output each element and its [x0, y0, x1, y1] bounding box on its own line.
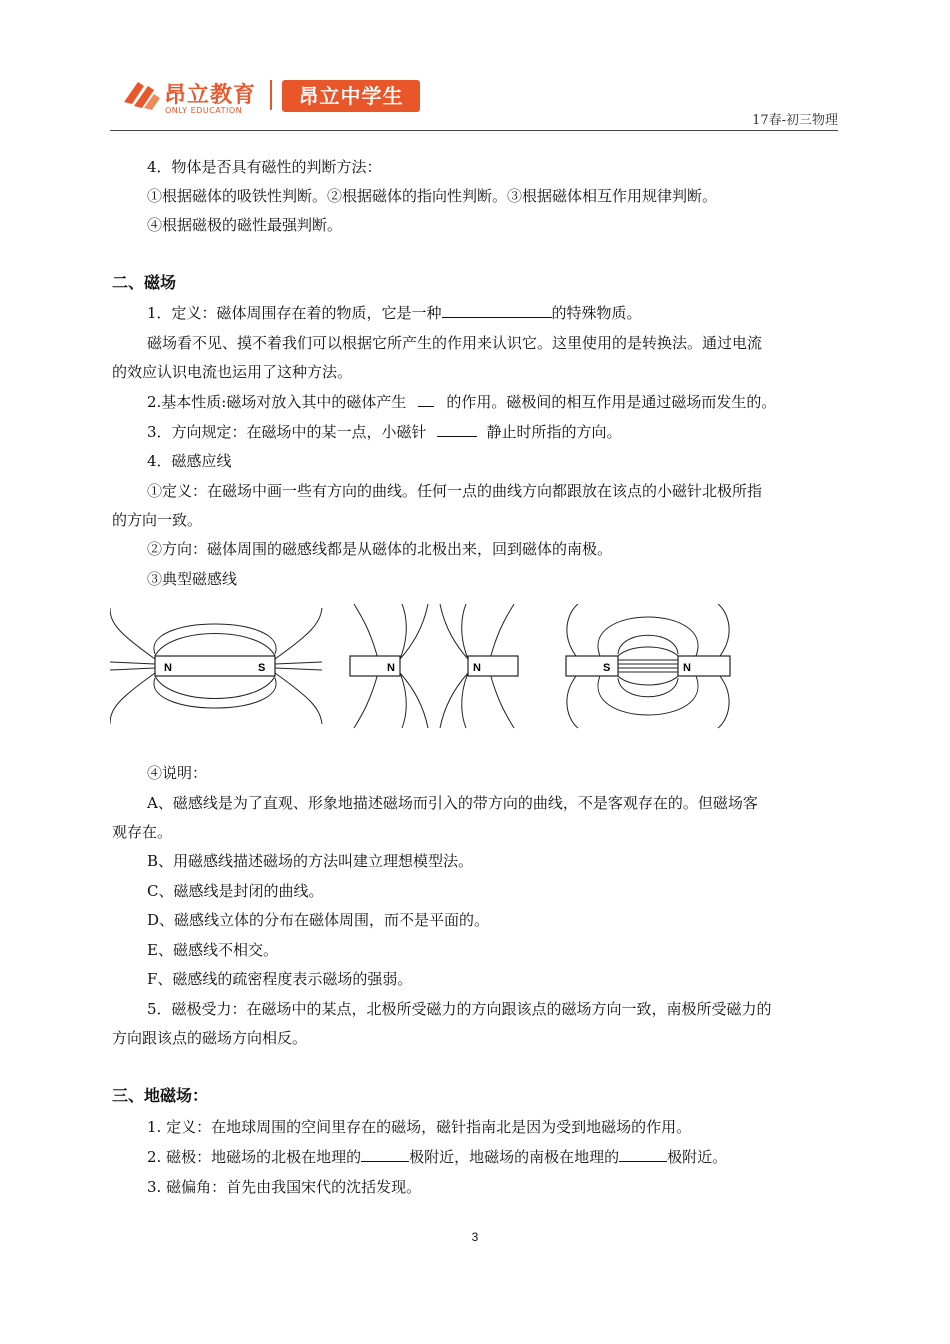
brand-name: 昂立教育 [164, 83, 257, 108]
explain-a-line2: 观存在。 [112, 823, 173, 841]
page-header [110, 72, 838, 130]
pole-force-line1: 5．磁极受力：在磁场中的某点，北极所受磁力的方向跟该点的磁场方向一致，南极所受磁力的 [147, 1000, 772, 1018]
course-label: 17春-初三物理 [752, 113, 838, 128]
explain-c: C、磁感线是封闭的曲线。 [147, 882, 324, 900]
blank-south-pole [619, 1147, 667, 1162]
bar-magnet-s-label: S [258, 662, 266, 674]
explain-a-line1: A、磁感线是为了直观、形象地描述磁场而引入的带方向的曲线，不是客观存在的。但磁场客 [147, 794, 758, 812]
poles-prefix: 2. 磁极：地磁场的北极在地理的 [147, 1148, 362, 1166]
explain-d: D、磁感线立体的分布在磁体周围，而不是平面的。 [147, 911, 490, 929]
definition-suffix: 的特殊物质。 [551, 304, 642, 322]
pole-force-line2: 方向跟该点的磁场方向相反。 [112, 1029, 308, 1047]
field-lines-direction: ②方向：磁体周围的磁感线都是从磁体的北极出来，回到磁体的南极。 [147, 540, 613, 558]
item4-line2: ④根据磁极的磁性最强判断。 [147, 216, 343, 234]
like-poles-magnets [350, 656, 518, 676]
direction-rule [147, 421, 622, 443]
poles-middle: 极附近，地磁场的南极在地理的 [409, 1148, 620, 1166]
item4-line1: ①根据磁体的吸铁性判断。②根据磁体的指向性判断。③根据磁体相互作用规律判断。 [147, 187, 718, 205]
blank-definition [442, 303, 552, 318]
field-definition [147, 302, 642, 324]
blank-north-pole [361, 1147, 409, 1162]
blank-direction [437, 422, 477, 437]
definition-prefix: 1．定义：磁体周围存在着的物质，它是一种 [147, 304, 442, 322]
brand-logo-icon [120, 76, 162, 114]
header-rule [110, 130, 838, 131]
field-note-line2: 的效应认识电流也运用了这种方法。 [112, 363, 353, 381]
field-lines-title: 4．磁感应线 [147, 452, 232, 470]
item4-title: 4．物体是否具有磁性的判断方法： [147, 158, 382, 176]
section2-heading: 二、磁场 [112, 273, 177, 292]
logo-divider [270, 80, 272, 110]
bar-magnet-n-label: N [164, 662, 172, 674]
typical-lines-title: ③典型磁感线 [147, 570, 238, 588]
like-right-n-label: N [473, 662, 481, 674]
direction-suffix: 静止时所指的方向。 [486, 423, 622, 441]
explain-title: ④说明： [147, 764, 208, 782]
magnetic-field-lines-figure [110, 604, 740, 734]
poles-suffix: 极附近。 [667, 1148, 728, 1166]
blank-basic [418, 392, 434, 407]
geomagnetic-definition: 1. 定义：在地球周围的空间里存在的磁场，磁针指南北是因为受到地磁场的作用。 [147, 1118, 692, 1136]
field-note-line1: 磁场看不见、摸不着我们可以根据它所产生的作用来认识它。这里使用的是转换法。通过电流 [147, 334, 763, 352]
unlike-poles-magnets [566, 656, 730, 676]
section3-heading: 三、地磁场： [112, 1086, 209, 1105]
declination: 3. 磁偏角：首先由我国宋代的沈括发现。 [147, 1178, 422, 1196]
field-lines-def2: 的方向一致。 [112, 511, 203, 529]
field-lines-def1: ①定义：在磁场中画一些有方向的曲线。任何一点的曲线方向都跟放在该点的小磁针北极所指 [147, 482, 763, 500]
basic-prefix: 2.基本性质:磁场对放入其中的磁体产生 [147, 393, 407, 411]
direction-prefix: 3．方向规定：在磁场中的某一点，小磁针 [147, 423, 427, 441]
like-left-n-label: N [387, 662, 395, 674]
geomagnetic-poles [147, 1146, 727, 1168]
basic-suffix: 的作用。磁极间的相互作用是通过磁场而发生的。 [446, 393, 777, 411]
page-number: 3 [471, 1230, 479, 1244]
brand-badge: 昂立中学生 [282, 80, 420, 112]
bar-magnet [155, 656, 275, 676]
unlike-n-label: N [683, 662, 691, 674]
brand-subtitle: ONLY EDUCATION [165, 106, 243, 115]
unlike-s-label: S [603, 662, 611, 674]
explain-f: F、磁感线的疏密程度表示磁场的强弱。 [147, 970, 413, 988]
explain-e: E、磁感线不相交。 [147, 941, 278, 959]
explain-b: B、用磁感线描述磁场的方法叫建立理想模型法。 [147, 852, 474, 870]
basic-property [147, 391, 776, 413]
